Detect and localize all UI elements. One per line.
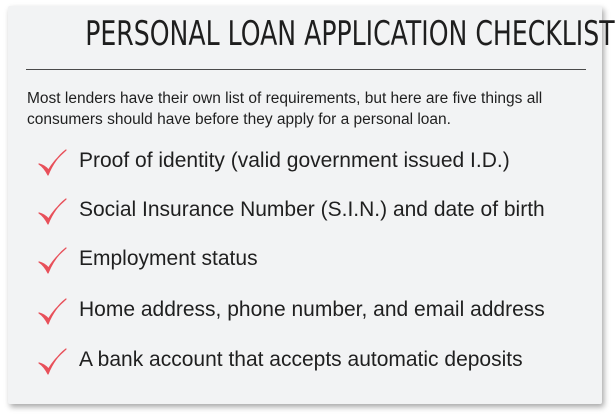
- list-item: [8, 343, 602, 383]
- list-item: [8, 144, 602, 184]
- page-title: PERSONAL LOAN APPLICATION CHECKLIST: [85, 14, 615, 54]
- list-item-label: Home address, phone number, and email address: [79, 298, 545, 321]
- checklist-card: [8, 6, 615, 404]
- checkmark-icon: [36, 347, 68, 377]
- title-divider: [26, 69, 586, 70]
- list-item: [8, 293, 602, 333]
- list-item: [8, 193, 602, 233]
- list-item: [8, 242, 602, 282]
- checkmark-icon: [36, 297, 68, 327]
- intro-paragraph: Most lenders have their own list of requirements, but here are five things all consumers should have before they apply for a personal loan.: [27, 90, 543, 128]
- checkmark-icon: [36, 246, 68, 276]
- list-item-label: A bank account that accepts automatic deposits: [79, 348, 523, 371]
- list-item-label: Proof of identity (valid government issued I.D.): [79, 149, 510, 172]
- list-item-label: Social Insurance Number (S.I.N.) and date of birth: [79, 198, 545, 221]
- checkmark-icon: [36, 148, 68, 178]
- checkmark-icon: [36, 197, 68, 227]
- list-item-label: Employment status: [79, 247, 258, 270]
